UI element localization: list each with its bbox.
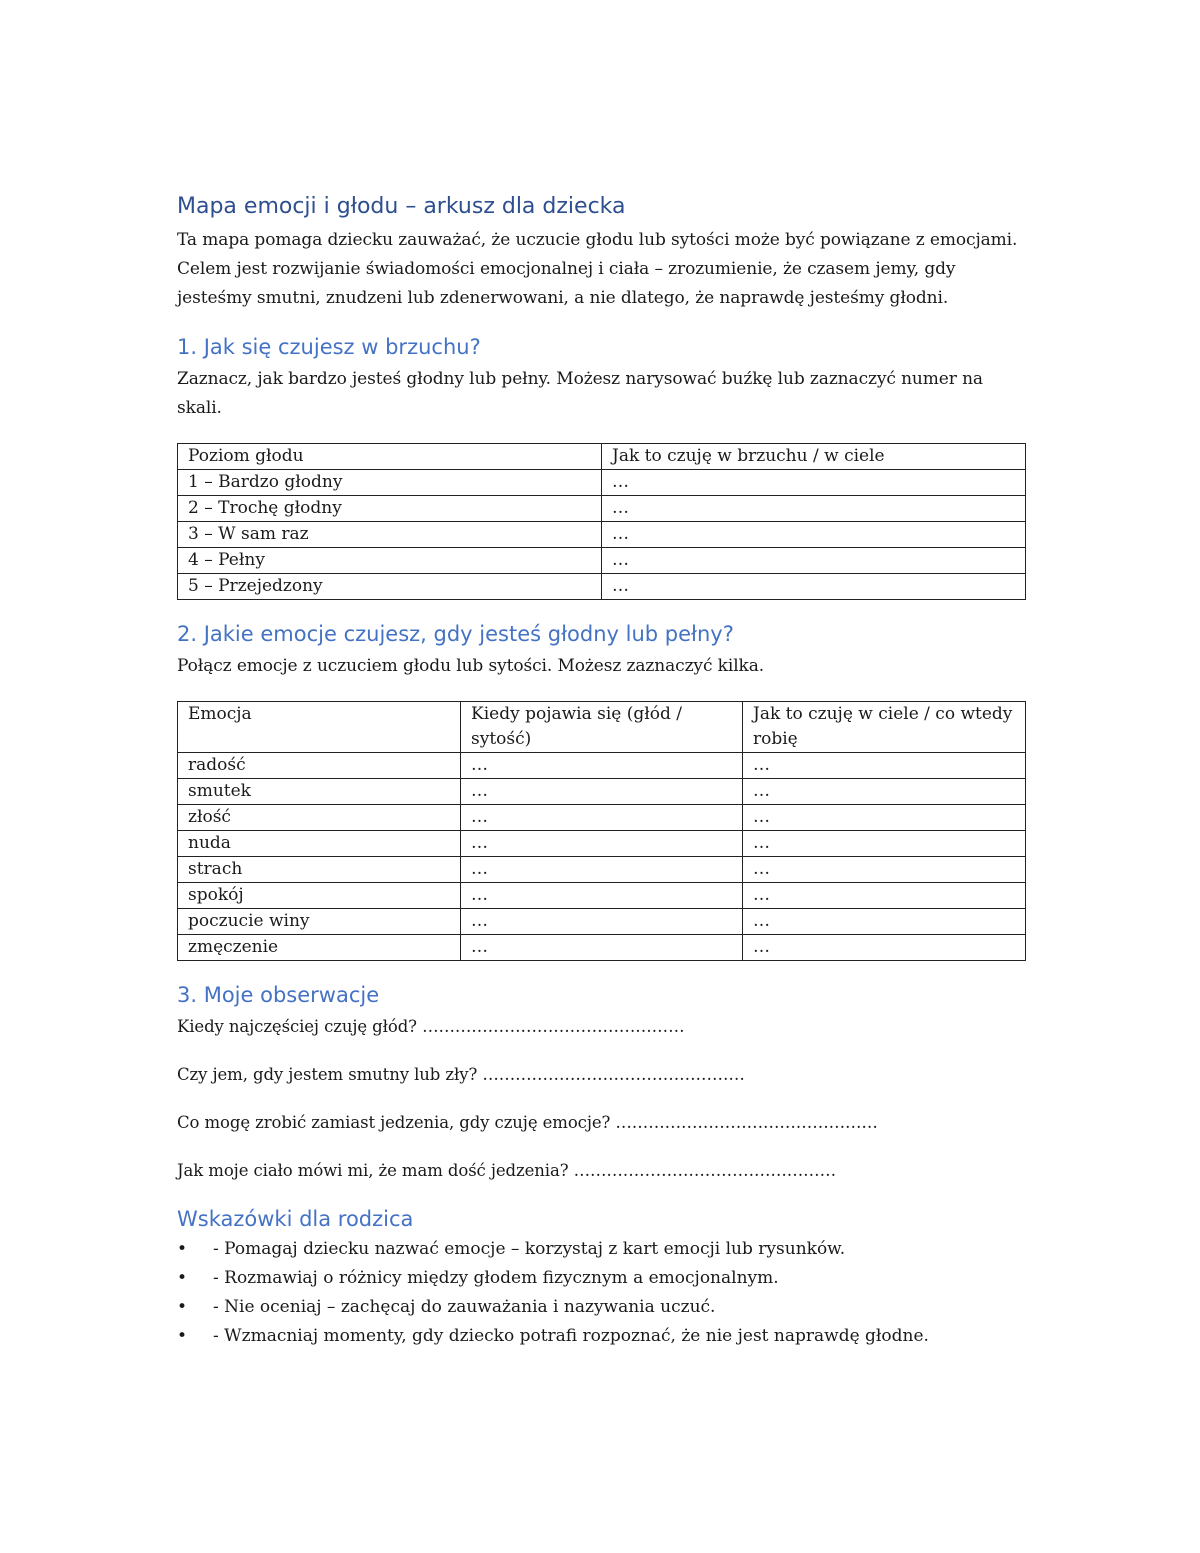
page-title: Mapa emocji i głodu – arkusz dla dziecka	[177, 194, 626, 219]
parent-tips-list	[177, 1235, 1025, 1351]
document-content	[177, 190, 1025, 1351]
section3-heading: 3. Moje obserwacje	[177, 983, 380, 1007]
hunger-level-cell: 5 – Przejedzony	[178, 574, 602, 600]
table-row	[178, 779, 1026, 805]
list-item	[177, 1322, 1025, 1351]
table-header-row	[178, 702, 1026, 753]
table-row	[178, 753, 1026, 779]
when-cell: …	[461, 909, 743, 935]
body-cell: …	[743, 935, 1026, 961]
table-row	[178, 883, 1026, 909]
emotion-cell: radość	[178, 753, 461, 779]
emotions-table	[177, 701, 1026, 961]
hunger-level-cell: 2 – Trochę głodny	[178, 496, 602, 522]
body-cell: …	[743, 831, 1026, 857]
body-cell: …	[743, 805, 1026, 831]
intro-paragraph: Ta mapa pomaga dziecku zauważać, że uczucie głodu lub sytości może być powiązane z emocjami. Celem jest rozwijanie świadomości emocjonalnej i ciała – zrozumienie, że czasem jemy, gdy jesteśmy smutni, znudzeni lub zdenerwowani, a nie dlatego, że naprawdę jesteśmy głodni.	[177, 230, 1018, 308]
bullet-icon: •	[177, 1268, 188, 1288]
emotion-cell: poczucie winy	[178, 909, 461, 935]
tip-text: - Pomagaj dziecku nazwać emocje – korzystaj z kart emocji lub rysunków.	[213, 1239, 846, 1259]
body-cell: …	[743, 909, 1026, 935]
list-item	[177, 1264, 1025, 1293]
table-row	[178, 857, 1026, 883]
list-item	[177, 1293, 1025, 1322]
list-item	[177, 1235, 1025, 1264]
feeling-cell: …	[602, 496, 1026, 522]
table-header-cell: Jak to czuję w brzuchu / w ciele	[602, 444, 1026, 470]
when-cell: …	[461, 883, 743, 909]
bullet-icon: •	[177, 1239, 188, 1259]
observation-question: Co mogę zrobić zamiast jedzenia, gdy czuję emocje? …………………………………………	[177, 1113, 878, 1132]
table-row	[178, 522, 1026, 548]
emotion-cell: strach	[178, 857, 461, 883]
tip-text: - Nie oceniaj – zachęcaj do zauważania i nazywania uczuć.	[213, 1297, 716, 1317]
hunger-level-cell: 1 – Bardzo głodny	[178, 470, 602, 496]
bullet-icon: •	[177, 1297, 188, 1317]
table-row	[178, 496, 1026, 522]
when-cell: …	[461, 831, 743, 857]
when-cell: …	[461, 753, 743, 779]
body-cell: …	[743, 753, 1026, 779]
hunger-level-cell: 4 – Pełny	[178, 548, 602, 574]
bullet-icon: •	[177, 1326, 188, 1346]
when-cell: …	[461, 805, 743, 831]
table-header-row	[178, 444, 1026, 470]
emotion-cell: smutek	[178, 779, 461, 805]
section2-text: Połącz emocje z uczuciem głodu lub sytości. Możesz zaznaczyć kilka.	[177, 656, 765, 676]
observation-question: Jak moje ciało mówi mi, że mam dość jedzenia? …………………………………………	[177, 1161, 836, 1180]
parent-tips-heading: Wskazówki dla rodzica	[177, 1207, 414, 1231]
feeling-cell: …	[602, 522, 1026, 548]
table-row	[178, 909, 1026, 935]
body-cell: …	[743, 857, 1026, 883]
when-cell: …	[461, 935, 743, 961]
feeling-cell: …	[602, 548, 1026, 574]
emotion-cell: złość	[178, 805, 461, 831]
feeling-cell: …	[602, 470, 1026, 496]
table-row	[178, 831, 1026, 857]
body-cell: …	[743, 779, 1026, 805]
table-header-cell: Jak to czuję w ciele / co wtedy robię	[743, 702, 1026, 753]
table-row	[178, 470, 1026, 496]
section1-heading: 1. Jak się czujesz w brzuchu?	[177, 335, 481, 359]
body-cell: …	[743, 883, 1026, 909]
emotion-cell: nuda	[178, 831, 461, 857]
tip-text: - Rozmawiaj o różnicy między głodem fizycznym a emocjonalnym.	[213, 1268, 779, 1288]
table-header-cell: Kiedy pojawia się (głód / sytość)	[461, 702, 743, 753]
observation-question: Kiedy najczęściej czuję głód? …………………………………………	[177, 1017, 685, 1036]
when-cell: …	[461, 857, 743, 883]
observation-question: Czy jem, gdy jestem smutny lub zły? …………………………………………	[177, 1065, 745, 1084]
table-row	[178, 548, 1026, 574]
table-header-cell: Poziom głodu	[178, 444, 602, 470]
emotion-cell: zmęczenie	[178, 935, 461, 961]
table-header-cell: Emocja	[178, 702, 461, 753]
hunger-level-table	[177, 443, 1026, 600]
hunger-level-cell: 3 – W sam raz	[178, 522, 602, 548]
tip-text: - Wzmacniaj momenty, gdy dziecko potrafi rozpoznać, że nie jest naprawdę głodne.	[213, 1326, 929, 1346]
when-cell: …	[461, 779, 743, 805]
section1-text: Zaznacz, jak bardzo jesteś głodny lub pełny. Możesz narysować buźkę lub zaznaczyć numer na skali.	[177, 369, 983, 418]
feeling-cell: …	[602, 574, 1026, 600]
table-row	[178, 805, 1026, 831]
section2-heading: 2. Jakie emocje czujesz, gdy jesteś głodny lub pełny?	[177, 622, 734, 646]
table-row	[178, 574, 1026, 600]
table-row	[178, 935, 1026, 961]
emotion-cell: spokój	[178, 883, 461, 909]
